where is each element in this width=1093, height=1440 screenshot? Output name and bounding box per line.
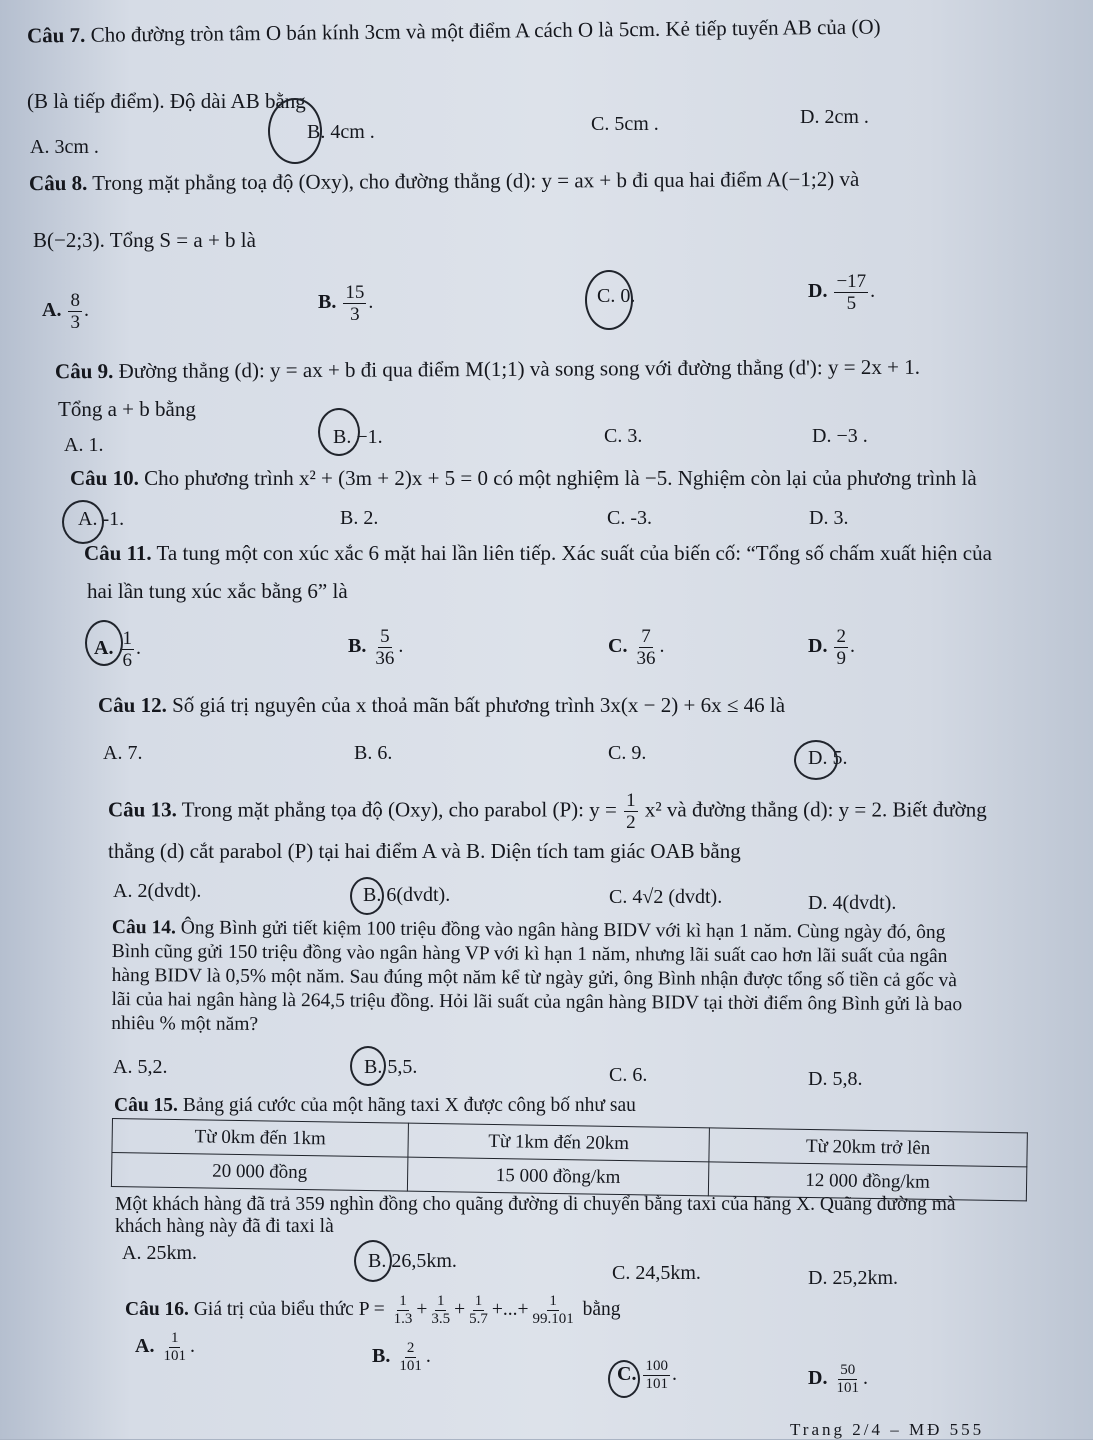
question-text: Cho đường tròn tâm O bán kính 3cm và một điểm A cách O là 5cm. Kẻ tiếp tuyến AB của (O) (85, 14, 881, 47)
q12-option-b[interactable]: B. 6. (354, 742, 393, 764)
q15-option-d[interactable]: D. 25,2km. (808, 1267, 898, 1289)
fraction-denominator: 36 (375, 648, 395, 669)
q16-option-d[interactable]: D. $\frac{50}{101}$ . (808, 1362, 868, 1396)
q14-option-a[interactable]: A. 5,2. (113, 1056, 168, 1078)
fraction-denominator: 2 (626, 812, 636, 833)
question-label: Câu 14. (111, 917, 176, 939)
question-label: Câu 7. (26, 22, 86, 48)
table-cell: 15 000 đồng/km (407, 1157, 708, 1196)
q10-option-c[interactable]: C. -3. (607, 507, 652, 529)
fraction-numerator: 1 (170, 1330, 179, 1346)
fraction-numerator: 8 (70, 290, 80, 311)
question-7 (27, 14, 881, 50)
question-8-line2: B(−2;3). Tổng S = a + b là (33, 228, 256, 252)
question-text: Đường thẳng (d): y = ax + b đi qua điểm M(1;1) và song song với đường thẳng (d'): y = 2x + 1. (113, 354, 920, 383)
question-text: hàng BIDV là 0,5% một năm. Sau đúng một năm kể từ ngày gửi, ông Bình nhận được tổng số tiền cả gốc và (111, 964, 958, 992)
question-label: Câu 12. (98, 693, 167, 717)
question-7-line2: (B là tiếp điểm). Độ dài AB bằng (27, 89, 306, 113)
fraction-numerator: 100 (645, 1358, 668, 1374)
question-text: Ta tung một con xúc xắc 6 mặt hai lần liên tiếp. Xác suất của biến cố: “Tổng số chấm xuất hiện của (151, 541, 992, 565)
fraction-denominator: 101 (645, 1376, 668, 1392)
fraction-numerator: 1 (122, 628, 132, 649)
q14-option-d[interactable]: D. 5,8. (808, 1068, 863, 1090)
fraction-denominator: 3 (70, 312, 80, 333)
fraction-numerator: 1 (474, 1293, 483, 1310)
question-9 (55, 354, 920, 386)
q9-option-c[interactable]: C. 3. (604, 425, 643, 447)
fraction-numerator: 1 (549, 1293, 557, 1310)
question-text: Bình cũng gửi 150 triệu đồng vào ngân hàng VP với kì hạn 1 năm, nhưng lãi suất cao hơn lãi suất của ngân (111, 940, 948, 968)
option-letter: B. (348, 635, 367, 658)
ellipsis: +...+ (491, 1299, 529, 1320)
question-text: bằng (582, 1299, 621, 1320)
fraction-numerator: 2 (836, 626, 846, 647)
answer-circle-mark (85, 620, 123, 666)
question-label: Câu 8. (28, 170, 88, 196)
question-13-line2: thẳng (d) cắt parabol (P) tại hai điểm A và B. Diện tích tam giác OAB bằng (108, 839, 741, 863)
fraction-numerator: 15 (345, 282, 365, 303)
question-10 (70, 465, 977, 492)
q9-option-b[interactable]: B. −1. (333, 426, 383, 448)
question-text: Trong mặt phẳng toạ độ (Oxy), cho đường thẳng (d): y = ax + b đi qua hai điểm A(−1;2) và (87, 166, 860, 195)
question-text: Ông Bình gửi tiết kiệm 100 triệu đồng vào ngân hàng BIDV với kì hạn 1 năm. Cùng ngày đó, ông (175, 917, 946, 944)
q7-option-b[interactable]: B. 4cm . (307, 121, 375, 143)
q12-option-d[interactable]: D. 5. (808, 747, 848, 769)
answer-circle-mark (350, 1046, 386, 1086)
option-letter: B. (372, 1345, 391, 1368)
q16-option-b[interactable]: B. $\frac{2}{101}$ . (372, 1340, 431, 1374)
answer-circle-mark (354, 1240, 392, 1282)
taxi-fare-table (111, 1118, 1028, 1201)
fraction-numerator: 2 (406, 1340, 415, 1356)
question-label: Câu 11. (84, 541, 152, 565)
q9-option-d[interactable]: D. −3 . (812, 425, 868, 447)
fraction-denominator: 101 (399, 1358, 422, 1374)
table-cell: 12 000 đồng/km (708, 1162, 1026, 1201)
option-letter: A. (42, 299, 62, 322)
fraction-denominator: 5 (846, 293, 857, 314)
question-14 (111, 916, 962, 1041)
q10-option-d[interactable]: D. 3. (809, 507, 849, 529)
q11-option-c[interactable]: C. $\frac{7}{36}$ . (608, 626, 665, 669)
question-8 (29, 166, 859, 197)
fraction-denominator: 6 (122, 650, 132, 671)
option-letter: C. (608, 635, 628, 658)
page-footer: Trang 2/4 – MĐ 555 (790, 1420, 985, 1439)
answer-circle-mark (350, 877, 384, 915)
answer-circle-mark (62, 500, 104, 544)
q8-option-b[interactable]: B. $\frac{15}{3}$ . (318, 282, 374, 325)
fraction-numerator: 1 (436, 1293, 445, 1310)
answer-circle-mark (318, 408, 360, 456)
question-15-text (115, 1194, 956, 1238)
fraction-numerator: 5 (380, 626, 390, 647)
fraction-numerator: 7 (641, 626, 651, 647)
answer-circle-mark (268, 98, 322, 164)
fraction-numerator: 1 (399, 1293, 407, 1310)
question-text: Bảng giá cước của một hãng taxi X được công bố như sau (177, 1095, 636, 1116)
question-11 (84, 540, 992, 567)
q10-option-a[interactable]: A. -1. (78, 508, 125, 530)
fraction-denominator: 3.5 (431, 1311, 451, 1328)
q13-option-a[interactable]: A. 2(dvdt). (113, 880, 202, 902)
question-15 (114, 1092, 636, 1119)
fraction-numerator: −17 (836, 271, 867, 292)
option-letter: B. (318, 291, 337, 314)
fraction-denominator: 9 (836, 648, 846, 669)
question-label: Câu 10. (70, 466, 139, 490)
fraction-denominator: 5.7 (469, 1311, 488, 1328)
answer-circle-mark (608, 1360, 640, 1398)
question-label: Câu 15. (114, 1095, 178, 1116)
question-text: Giá trị của biểu thức P = (188, 1299, 385, 1320)
question-text: Một khách hàng đã trả 359 nghìn đồng cho quãng đường di chuyển bằng taxi của hãng X. Quãng đường mà (115, 1194, 956, 1215)
question-text: lãi của hai ngân hàng là 264,5 triệu đồng. Hỏi lãi suất của ngân hàng BIDV tại thời điểm ông Bình gửi là bao (111, 988, 963, 1016)
table-header-cell: Từ 20km trở lên (709, 1128, 1027, 1167)
fraction-denominator: 3 (350, 304, 360, 325)
question-label: Câu 9. (54, 358, 114, 384)
q13-option-d[interactable]: D. 4(dvdt). (808, 892, 897, 914)
question-text: nhiêu % một năm? (111, 1012, 259, 1035)
q8-option-a[interactable]: A. $\frac{8}{3}$ . (42, 290, 89, 333)
question-label: Câu 13. (108, 797, 177, 822)
question-text: Số giá trị nguyên của x thoả mãn bất phương trình 3x(x − 2) + 6x ≤ 46 là (166, 693, 786, 717)
q11-option-b[interactable]: B. $\frac{5}{36}$ . (348, 626, 404, 669)
question-9-line2: Tổng a + b bằng (58, 397, 196, 421)
q11-option-a[interactable]: A. $\frac{1}{6}$ . (94, 628, 141, 671)
q14-option-c[interactable]: C. 6. (609, 1064, 648, 1086)
q13-option-b[interactable]: B. 6(dvdt). (363, 884, 451, 906)
q7-option-c[interactable]: C. 5cm . (591, 113, 659, 135)
fraction-numerator: 50 (840, 1362, 856, 1378)
q9-option-a[interactable]: A. 1. (64, 434, 104, 456)
q15-option-c[interactable]: C. 24,5km. (612, 1262, 701, 1284)
q8-option-d[interactable]: D. $\frac{-17}{5}$ . (808, 271, 876, 314)
q11-option-d[interactable]: D. $\frac{2}{9}$ . (808, 626, 855, 669)
question-13 (108, 790, 987, 833)
question-text: khách hàng này đã đi taxi là (115, 1216, 334, 1237)
q12-option-c[interactable]: C. 9. (608, 742, 647, 764)
q12-option-a[interactable]: A. 7. (103, 742, 143, 764)
q10-option-b[interactable]: B. 2. (340, 507, 379, 529)
question-16: Câu 16. Giá trị của biểu thức P = $\frac{1}{1.3}$ + $\frac{1}{3.5}$ + $\frac{1}{5.7}$ +...+ $\frac{1}{99.101}$ bằng (125, 1293, 621, 1328)
q16-option-c[interactable]: C. $\frac{100}{101}$ . (617, 1358, 677, 1392)
q15-option-b[interactable]: B. 26,5km. (368, 1250, 457, 1272)
question-11-line2: hai lần tung xúc xắc bằng 6” là (87, 579, 348, 603)
fraction-numerator: 1 (626, 790, 636, 811)
question-text: x² và đường thẳng (d): y = 2. Biết đường (644, 797, 987, 822)
table-header-cell: Từ 0km đến 1km (112, 1119, 408, 1158)
fraction-denominator: 99.101 (532, 1311, 574, 1328)
option-letter: C. (617, 1363, 637, 1386)
q16-option-a[interactable]: A. $\frac{1}{101}$ . (135, 1330, 195, 1364)
answer-circle-mark (585, 270, 636, 330)
fraction-denominator: 1.3 (393, 1311, 413, 1328)
option-letter: D. (808, 1367, 828, 1390)
table-header-cell: Từ 1km đến 20km (408, 1123, 709, 1162)
option-letter: A. (135, 1335, 155, 1358)
question-text: Cho phương trình x² + (3m + 2)x + 5 = 0 có một nghiệm là −5. Nghiệm còn lại của phương trình là (138, 466, 977, 490)
q8-option-c[interactable]: C. 0. (597, 285, 636, 307)
option-letter: D. (808, 280, 828, 303)
question-12 (98, 692, 785, 719)
fraction-denominator: 101 (163, 1348, 186, 1364)
table-cell: 20 000 đồng (111, 1153, 407, 1192)
q7-option-d[interactable]: D. 2cm . (800, 106, 869, 128)
q7-option-a[interactable]: A. 3cm . (30, 136, 99, 158)
answer-circle-mark (794, 740, 838, 780)
option-letter: D. (808, 635, 828, 658)
fraction-denominator: 101 (836, 1380, 859, 1396)
question-text: Trong mặt phẳng tọa độ (Oxy), cho parabol (P): y = (176, 797, 617, 822)
fraction-denominator: 36 (636, 648, 656, 669)
q14-option-b[interactable]: B. 5,5. (364, 1056, 418, 1078)
q13-option-c[interactable]: C. 4√2 (dvdt). (609, 886, 723, 908)
question-label: Câu 16. (125, 1299, 189, 1320)
q15-option-a[interactable]: A. 25km. (122, 1242, 197, 1264)
option-letter: A. (94, 637, 114, 660)
